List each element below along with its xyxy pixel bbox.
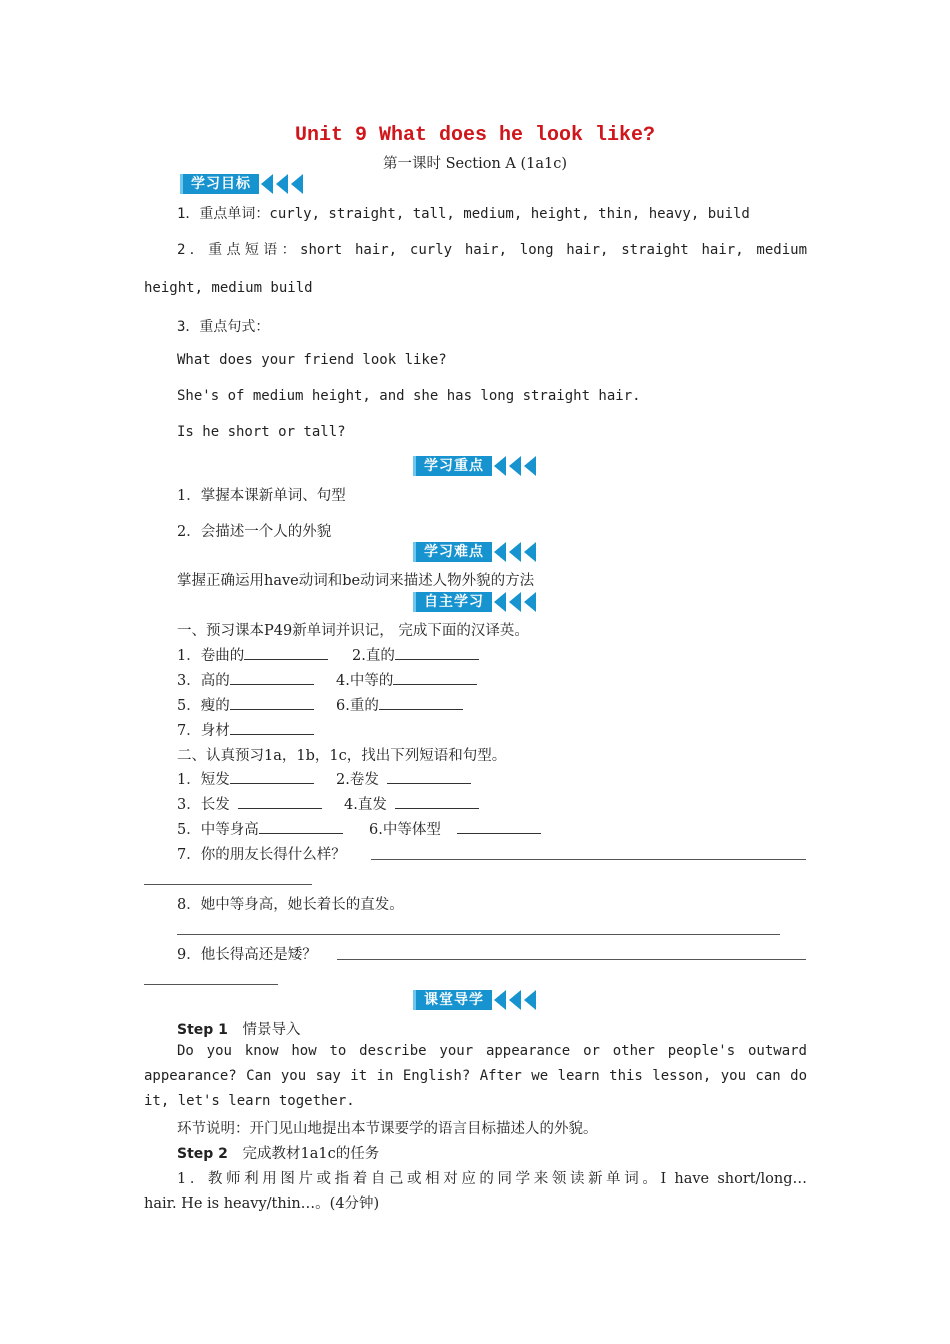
answer-blank[interactable]: [387, 769, 471, 784]
goal-sentence-2: She's of medium height, and she has long straight hair.: [177, 388, 641, 404]
phrase-3: 3．长发: [177, 793, 322, 814]
chevrons-icon: [494, 542, 539, 562]
banner-class-label: 课堂导学: [413, 990, 492, 1010]
page-subtitle: 第一课时 Section A (1a1c): [383, 156, 567, 172]
answer-line[interactable]: [144, 984, 278, 985]
step2-heading: [177, 1142, 379, 1163]
answer-blank[interactable]: [230, 720, 314, 735]
goal-sentence-1: What does your friend look like?: [177, 352, 447, 368]
word-5: 5．瘦的: [177, 694, 314, 715]
para1-line1: Do you know how to describe your appearance or other people's outward: [177, 1043, 807, 1059]
step1-title: 情景导入: [242, 1022, 301, 1038]
page-title: Unit 9 What does he look like?: [294, 124, 656, 147]
step1-note: 环节说明：开门见山地提出本节课要学的语言目标描述人的外貌。: [177, 1121, 598, 1137]
step1-label: Step 1: [177, 1022, 228, 1038]
answer-blank[interactable]: [393, 670, 477, 685]
question-8: 8．她中等身高，她长着长的直发。: [177, 897, 404, 913]
word-4: 4.中等的: [336, 669, 477, 690]
para1-line2: appearance? Can you say it in English? After we learn this lesson, you can do: [144, 1068, 807, 1084]
word-6: 6.重的: [336, 694, 463, 715]
word-7: 7．身材: [177, 719, 314, 740]
self-part1: 一、预习课本P49新单词并识记， 完成下面的汉译英。: [177, 623, 529, 639]
goal-sentence-3: Is he short or tall?: [177, 424, 346, 440]
step2-item1-line1: 1．教师利用图片或指着自己或相对应的同学来领读新单词。I have short/long…: [177, 1171, 807, 1187]
word-2: 2.直的: [352, 644, 479, 665]
step2-label: Step 2: [177, 1146, 228, 1162]
answer-blank[interactable]: [379, 695, 463, 710]
banner-self-label: 自主学习: [413, 592, 492, 612]
goal-vocab: 1．重点单词：curly, straight, tall, medium, height, thin, heavy, build: [177, 206, 750, 222]
answer-line[interactable]: [144, 884, 312, 885]
banner-key: [413, 455, 539, 477]
answer-blank[interactable]: [259, 819, 343, 834]
key-point-2: 2．会描述一个人的外貌: [177, 524, 332, 540]
banner-self: [413, 591, 539, 613]
chevrons-icon: [494, 456, 539, 476]
banner-difficult: [413, 541, 539, 563]
banner-class: [413, 989, 539, 1011]
question-9: 9．他长得高还是矮？: [177, 947, 317, 963]
answer-blank[interactable]: [395, 645, 479, 660]
chevrons-icon: [494, 592, 539, 612]
banner-goals-label: 学习目标: [180, 174, 259, 194]
answer-blank[interactable]: [244, 645, 328, 660]
answer-line[interactable]: [177, 934, 780, 935]
step1-heading: [177, 1018, 301, 1039]
step2-title: 完成教材1a1c的任务: [242, 1146, 380, 1162]
answer-line[interactable]: [371, 859, 806, 860]
phrase-1: 1．短发: [177, 768, 314, 789]
phrase-4: 4.直发: [344, 793, 479, 814]
answer-blank[interactable]: [457, 819, 541, 834]
word-1: 1．卷曲的: [177, 644, 328, 665]
answer-blank[interactable]: [238, 794, 322, 809]
phrase-5: 5．中等身高: [177, 818, 343, 839]
goal-phrases-2: height, medium build: [144, 280, 313, 296]
phrase-2: 2.卷发: [336, 768, 471, 789]
chevrons-icon: [261, 174, 306, 194]
step2-item1-line2: hair. He is heavy/thin…。(4分钟): [144, 1196, 380, 1212]
banner-goals: [180, 173, 306, 195]
goal-phrases-1: 2．重点短语：short hair, curly hair, long hair, straight hair, medium: [177, 242, 807, 258]
banner-key-label: 学习重点: [413, 456, 492, 476]
answer-blank[interactable]: [230, 670, 314, 685]
banner-difficult-label: 学习难点: [413, 542, 492, 562]
answer-blank[interactable]: [395, 794, 479, 809]
para1-line3: it, let's learn together.: [144, 1093, 355, 1109]
answer-blank[interactable]: [230, 695, 314, 710]
goal-sentences-head: 3．重点句式：: [177, 319, 270, 335]
answer-blank[interactable]: [230, 769, 314, 784]
answer-line[interactable]: [337, 959, 806, 960]
phrase-6: 6.中等体型: [369, 818, 541, 839]
key-point-1: 1．掌握本课新单词、句型: [177, 488, 346, 504]
word-3: 3．高的: [177, 669, 314, 690]
chevrons-icon: [494, 990, 539, 1010]
question-7: 7．你的朋友长得什么样？: [177, 847, 346, 863]
self-part2: 二、认真预习1a，1b，1c，找出下列短语和句型。: [177, 748, 507, 764]
difficult-point: 掌握正确运用have动词和be动词来描述人物外貌的方法: [177, 573, 535, 589]
